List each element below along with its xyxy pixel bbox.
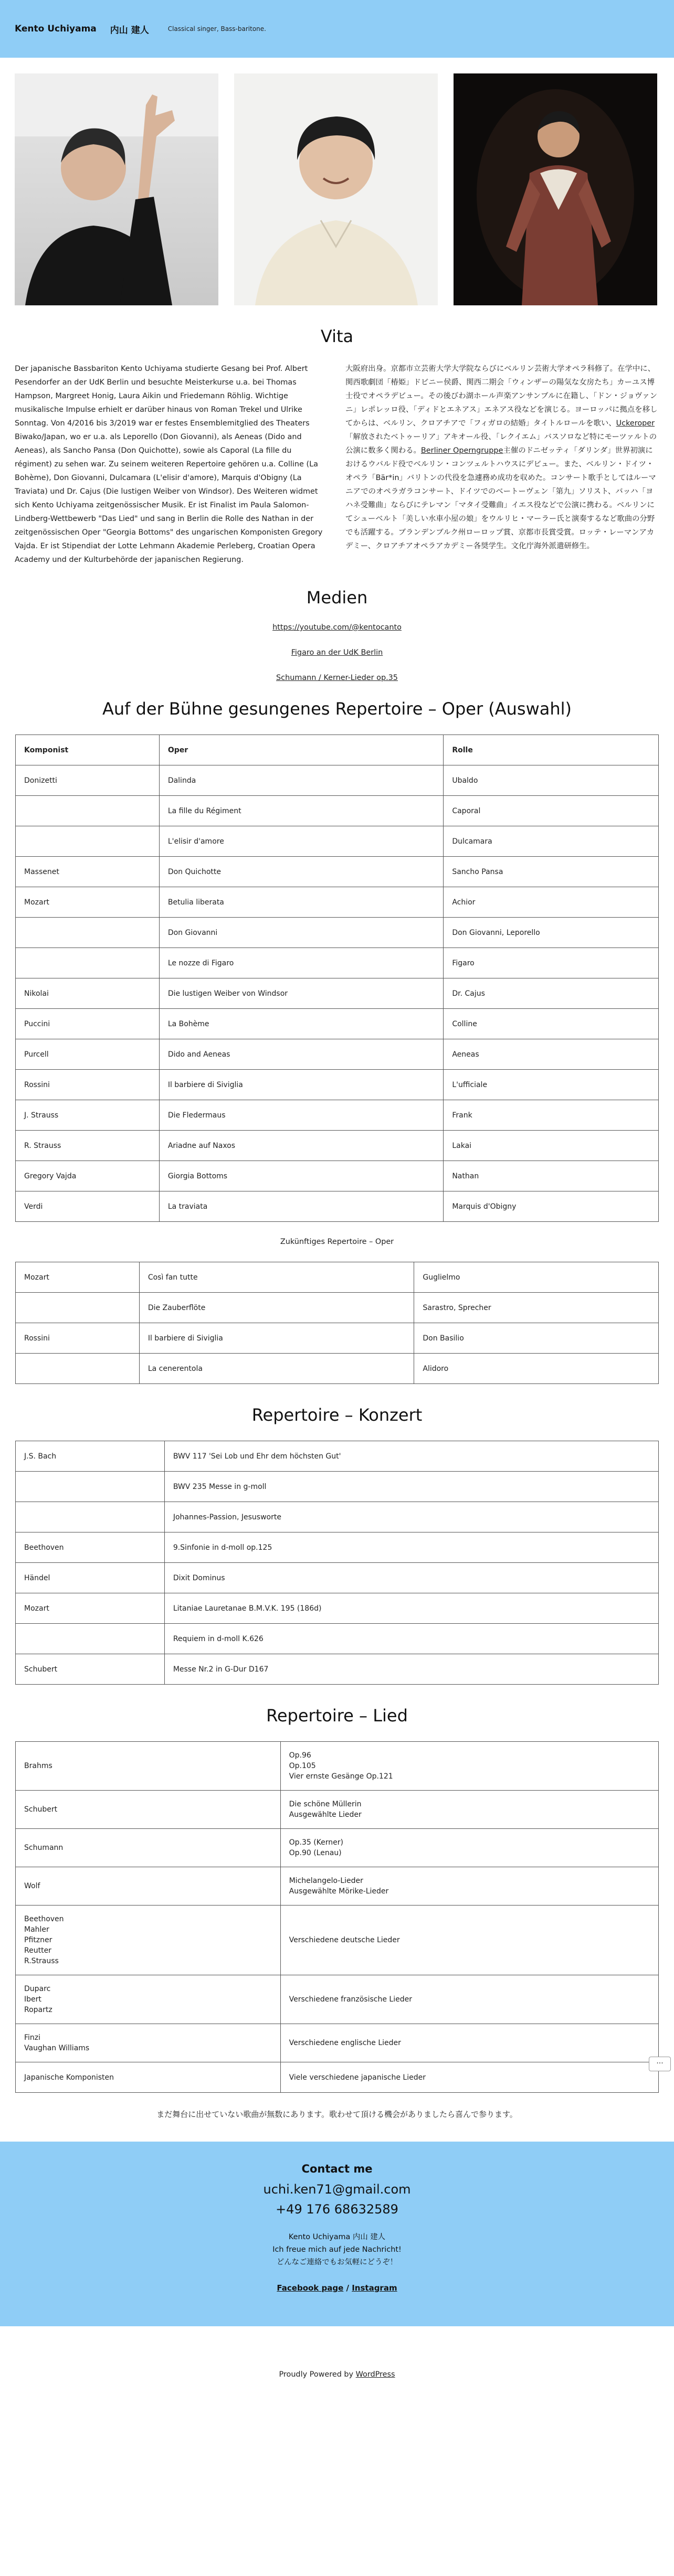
table-row	[16, 1563, 659, 1593]
concert-heading: Repertoire – Konzert	[251, 1405, 423, 1425]
work-title: Verschiedene deutsche Lieder	[289, 1936, 400, 1944]
composer-name: Pfitzner	[24, 1936, 52, 1944]
opera-cell: Don Giovanni	[159, 918, 444, 948]
photo-gallery	[0, 58, 674, 305]
composer-cell	[16, 1791, 281, 1829]
table-row	[16, 1009, 659, 1039]
site-tagline: Classical singer, Bass-baritone.	[167, 25, 266, 33]
opera-table	[15, 735, 659, 1222]
portrait-conducting-icon	[15, 73, 218, 305]
composer-name: Brahms	[24, 1762, 52, 1770]
composer-cell	[16, 1624, 165, 1654]
composer-name: Ibert	[24, 1995, 41, 2004]
facebook-link[interactable]: Facebook page	[277, 2283, 344, 2293]
table-row	[16, 1502, 659, 1532]
vita-section	[0, 362, 674, 567]
table-row	[16, 2062, 659, 2093]
table-row	[16, 1906, 659, 1975]
composer-cell: Händel	[16, 1563, 165, 1593]
work-title: Op.90 (Lenau)	[289, 1849, 342, 1857]
uckeroper-link[interactable]: Uckeroper	[616, 419, 655, 428]
composer-cell: Puccini	[16, 1009, 160, 1039]
table-row	[16, 1039, 659, 1070]
composer-cell	[16, 1354, 140, 1384]
composer-cell	[16, 918, 160, 948]
more-options-button[interactable]: ···	[649, 2057, 671, 2071]
work-cell	[280, 1791, 658, 1829]
composer-name: Wolf	[24, 1882, 40, 1890]
work-title: Op.105	[289, 1762, 316, 1770]
composer-cell	[16, 1472, 165, 1502]
opera-heading: Auf der Bühne gesungenes Repertoire – Oper (Auswahl)	[102, 699, 572, 719]
contact-section	[0, 2142, 674, 2326]
work-cell	[280, 1906, 658, 1975]
work-title: Op.96	[289, 1751, 311, 1760]
work-cell: Litaniae Lauretanae B.M.V.K. 195 (186d)	[164, 1593, 658, 1624]
composer-name: Vaughan Williams	[24, 2044, 90, 2052]
work-cell: Dixit Dominus	[164, 1563, 658, 1593]
role-header: Rolle	[444, 735, 659, 765]
table-row	[16, 1791, 659, 1829]
vita-heading: Vita	[320, 326, 354, 346]
footer-text: Proudly Powered by	[279, 2370, 356, 2379]
table-row	[16, 1100, 659, 1131]
composer-cell	[16, 796, 160, 826]
role-cell: L'ufficiale	[444, 1070, 659, 1100]
table-row	[16, 918, 659, 948]
vita-german-text: Der japanische Bassbariton Kento Uchiyama studierte Gesang bei Prof. Albert Pesendorfer an der UdK Berlin und besuchte Meisterkurse u.a. bei Thomas Hampson, Margreet Honig, Laura Aikin und Friedemann Röhlig. Wichtige musikalische Impulse erhielt er darüber hinaus von Roman Trekel und Ulrike Sonntag. Von 4/2016 bis 3/2019 war er festes Ensemblemitglied des Theaters Biwako/Japan, wo er u.a. als Leporello (Don Giovanni), als Aeneas (Dido and Aeneas), als Sancho Pansa (Don Quichotte), sowie als Caporal (La fille du régiment) zu sehen war. Zu seinem weiteren Repertoire gehören u.a. Colline (La Bohème), Don Giovanni, Dulcamara (L'elisir d'amore), Marquis d'Obigny (La Traviata) und Dr. Cajus (Die lustigen Weiber von Windsor). Des Weiteren widmet sich Kento Uchiyama zeitgenössischer Musik. Er ist Finalist im Paula Salomon-Lindberg-Wettbewerb "Das Lied" und sang in Berlin die Rolle des Nathan in der zeitgenössischen Oper "Georgia Bottoms" des ungarischen Komponisten Gregory Vajda. Er ist Stipendiat der Lotte Lehmann Akademie Perleberg, Croatian Opera Academy und der Kulturbehörde der japanischen Regierung.	[15, 365, 323, 564]
berliner-operngruppe-link[interactable]: Berliner Operngruppe	[420, 446, 503, 455]
media-heading: Medien	[306, 588, 368, 608]
role-cell: Lakai	[444, 1131, 659, 1161]
composer-cell: Massenet	[16, 857, 160, 887]
opera-cell: Le nozze di Figaro	[159, 948, 444, 978]
composer-cell: Verdi	[16, 1191, 160, 1222]
table-row	[16, 1070, 659, 1100]
composer-cell: J.S. Bach	[16, 1441, 165, 1472]
opera-cell: L'elisir d'amore	[159, 826, 444, 857]
work-cell	[280, 1829, 658, 1867]
vita-jp-part1: 大阪府出身。京都市立芸術大学大学院ならびにベルリン芸術大学オペラ科修了。在学中に、関西歌劇団「椿姫」ドビニー侯爵、関西二期会「ウィンザーの陽気な女房たち」カーユス博士役でオペラデビュー。その後びわ湖ホール声楽アンサンブルに在籍し、「ドン・ジョヴァンニ」レポレッロ役、「ディドとエネアス」エネアス役などを演じる。ヨーロッパに拠点を移してからは、ベルリン、クロアチアで「フィガロの結婚」タイトルロールを歌い、	[345, 365, 658, 428]
concert-table	[15, 1441, 659, 1685]
table-row	[16, 1624, 659, 1654]
composer-name: Beethoven	[24, 1915, 64, 1923]
lied-note: まだ舞台に出せていない歌曲が無数にあります。歌わせて頂ける機会がありましたら喜んで参ります。	[156, 2110, 518, 2119]
work-cell: BWV 235 Messe in g-moll	[164, 1472, 658, 1502]
table-row	[16, 1131, 659, 1161]
work-title: Vier ernste Gesänge Op.121	[289, 1772, 393, 1781]
role-cell: Nathan	[444, 1161, 659, 1191]
future-caption: Zukünftiges Repertoire – Oper	[280, 1238, 394, 1246]
work-cell: Requiem in d-moll K.626	[164, 1624, 658, 1654]
composer-cell: Mozart	[16, 1593, 165, 1624]
work-title: Michelangelo-Lieder	[289, 1877, 363, 1885]
wordpress-link[interactable]: WordPress	[355, 2370, 395, 2379]
table-row	[16, 978, 659, 1009]
table-row	[16, 1532, 659, 1563]
contact-message-de: Ich freue mich auf jede Nachricht!	[272, 2245, 402, 2254]
schumann-link[interactable]: Schumann / Kerner-Lieder op.35	[276, 674, 398, 682]
role-cell: Don Basilio	[414, 1323, 659, 1354]
composer-cell: Beethoven	[16, 1532, 165, 1563]
opera-cell: Die Zauberflöte	[139, 1293, 414, 1323]
work-title: Verschiedene englische Lieder	[289, 2039, 401, 2047]
table-row	[16, 948, 659, 978]
composer-cell: J. Strauss	[16, 1100, 160, 1131]
portrait-smiling-icon	[234, 73, 438, 305]
role-cell: Dulcamara	[444, 826, 659, 857]
contact-name: Kento Uchiyama 内山 建人	[288, 2233, 386, 2241]
composer-cell	[16, 1867, 281, 1906]
role-cell: Colline	[444, 1009, 659, 1039]
composer-name: Finzi	[24, 2034, 41, 2042]
composer-cell	[16, 2062, 281, 2093]
vita-japanese-text	[345, 362, 658, 567]
role-cell: Dr. Cajus	[444, 978, 659, 1009]
contact-message-jp: どんなご連絡でもお気軽にどうぞ！	[276, 2258, 398, 2266]
table-row	[16, 2024, 659, 2062]
composer-cell: Mozart	[16, 887, 160, 918]
table-row	[16, 1829, 659, 1867]
opera-cell: La traviata	[159, 1191, 444, 1222]
social-links	[0, 2283, 674, 2293]
work-title: Ausgewählte Mörike-Lieder	[289, 1887, 389, 1896]
composer-cell	[16, 1975, 281, 2024]
role-cell: Aeneas	[444, 1039, 659, 1070]
composer-cell	[16, 1502, 165, 1532]
composer-cell	[16, 1742, 281, 1791]
table-row	[16, 1867, 659, 1906]
opera-cell: Betulia liberata	[159, 887, 444, 918]
table-row	[16, 1191, 659, 1222]
table-row	[16, 1975, 659, 2024]
composer-name: Ropartz	[24, 2006, 52, 2014]
table-header-row	[16, 735, 659, 765]
composer-name: Reutter	[24, 1946, 51, 1955]
vita-jp-part2: 「解放されたベトゥーリア」アキオール役、「レクイエム」バスソロなど特にモーツァルトの公演に数多く関わる。	[345, 433, 657, 455]
opera-cell: Don Quichotte	[159, 857, 444, 887]
composer-cell	[16, 1906, 281, 1975]
vita-jp-part3: 主催のドニゼッティ「ダリンダ」世界初演におけるウバルド役でベルリン・コンツェルトハウスにデビュー。また、ベルリン・ドイツ・オペラ「Bär*in」バリトンの代役を急遽務め成功を収めた。コンサート歌手としてはルーマニアでのオペラガラコンサート、ドイツでのベートーヴェン「第九」ソリスト、バッハ「ヨハネ受難曲」ならびにテレマン「マタイ受難曲」イエス役などで公演に携わる。ベルリンにてシューベルト「美しい水車小屋の娘」をウルリヒ・マーラー氏と演奏するなど歌曲の分野でも活躍する。ブランデンブルク州ローロップ賞、京都市長賞受賞。ロッテ・レーマンアカデミー、クロアチアオペラアカデミー各奨学生。文化庁海外派遣研修生。	[345, 446, 656, 550]
composer-cell: Purcell	[16, 1039, 160, 1070]
table-row	[16, 1593, 659, 1624]
table-row	[16, 1441, 659, 1472]
work-cell	[280, 1975, 658, 2024]
composer-name: Schumann	[24, 1844, 64, 1852]
opera-cell: Die Fledermaus	[159, 1100, 444, 1131]
work-title: Verschiedene französische Lieder	[289, 1995, 412, 2004]
table-row	[16, 1354, 659, 1384]
table-row	[16, 1323, 659, 1354]
work-title: Op.35 (Kerner)	[289, 1838, 343, 1847]
composer-cell: R. Strauss	[16, 1131, 160, 1161]
role-cell: Sarastro, Sprecher	[414, 1293, 659, 1323]
composer-cell	[16, 948, 160, 978]
opera-header: Oper	[159, 735, 444, 765]
role-cell: Figaro	[444, 948, 659, 978]
table-row	[16, 1262, 659, 1293]
composer-name: Duparc	[24, 1985, 51, 1993]
opera-cell: Il barbiere di Siviglia	[139, 1323, 414, 1354]
role-cell: Achior	[444, 887, 659, 918]
composer-cell: Rossini	[16, 1323, 140, 1354]
role-cell: Frank	[444, 1100, 659, 1131]
social-separator: /	[343, 2283, 352, 2293]
composer-cell: Gregory Vajda	[16, 1161, 160, 1191]
table-row	[16, 1472, 659, 1502]
figaro-link[interactable]: Figaro an der UdK Berlin	[291, 648, 383, 657]
opera-cell: Ariadne auf Naxos	[159, 1131, 444, 1161]
opera-cell: Dido and Aeneas	[159, 1039, 444, 1070]
table-row	[16, 887, 659, 918]
composer-cell: Schubert	[16, 1654, 165, 1685]
composer-name: Mahler	[24, 1925, 49, 1934]
role-cell: Caporal	[444, 796, 659, 826]
site-title-jp[interactable]: 内山 建人	[110, 25, 149, 36]
role-cell: Alidoro	[414, 1354, 659, 1384]
role-cell: Ubaldo	[444, 765, 659, 796]
work-cell: BWV 117 'Sei Lob und Ehr dem höchsten Gut'	[164, 1441, 658, 1472]
contact-phone[interactable]: +49 176 68632589	[276, 2202, 398, 2217]
composer-cell	[16, 2024, 281, 2062]
site-title[interactable]: Kento Uchiyama	[15, 24, 97, 34]
work-cell	[280, 1867, 658, 1906]
site-footer	[0, 2326, 674, 2379]
lied-heading: Repertoire – Lied	[266, 1706, 408, 1726]
work-cell: Messe Nr.2 in G-Dur D167	[164, 1654, 658, 1685]
work-cell: Johannes-Passion, Jesusworte	[164, 1502, 658, 1532]
opera-cell: Il barbiere di Siviglia	[159, 1070, 444, 1100]
table-row	[16, 1161, 659, 1191]
work-title: Die schöne Müllerin	[289, 1800, 362, 1808]
composer-cell: Mozart	[16, 1262, 140, 1293]
composer-cell: Nikolai	[16, 978, 160, 1009]
media-links	[0, 623, 674, 682]
stage-costume-icon	[454, 73, 657, 305]
youtube-link[interactable]: https://youtube.com/@kentocanto	[272, 623, 402, 632]
composer-cell	[16, 826, 160, 857]
opera-cell: Dalinda	[159, 765, 444, 796]
work-cell: 9.Sinfonie in d-moll op.125	[164, 1532, 658, 1563]
table-row	[16, 857, 659, 887]
composer-cell: Donizetti	[16, 765, 160, 796]
contact-title: Contact me	[301, 2163, 373, 2175]
opera-cell: La cenerentola	[139, 1354, 414, 1384]
opera-cell: La fille du Régiment	[159, 796, 444, 826]
composer-cell: Rossini	[16, 1070, 160, 1100]
table-row	[16, 1293, 659, 1323]
composer-cell	[16, 1829, 281, 1867]
composer-cell	[16, 1293, 140, 1323]
table-row	[16, 1654, 659, 1685]
work-cell	[280, 2024, 658, 2062]
instagram-link[interactable]: Instagram	[352, 2283, 397, 2293]
opera-cell: La Bohème	[159, 1009, 444, 1039]
composer-header: Komponist	[16, 735, 160, 765]
table-row	[16, 1742, 659, 1791]
future-opera-table	[15, 1262, 659, 1384]
role-cell: Sancho Pansa	[444, 857, 659, 887]
contact-email[interactable]: uchi.ken71@gmail.com	[263, 2182, 411, 2197]
composer-name: Schubert	[24, 1805, 58, 1814]
role-cell: Marquis d'Obigny	[444, 1191, 659, 1222]
work-title: Ausgewählte Lieder	[289, 1811, 362, 1819]
composer-name: R.Strauss	[24, 1957, 59, 1965]
composer-name: Japanische Komponisten	[24, 2073, 114, 2082]
work-cell	[280, 2062, 658, 2093]
opera-cell: Die lustigen Weiber von Windsor	[159, 978, 444, 1009]
role-cell: Don Giovanni, Leporello	[444, 918, 659, 948]
site-header	[0, 0, 674, 58]
table-row	[16, 826, 659, 857]
opera-cell: Così fan tutte	[139, 1262, 414, 1293]
role-cell: Guglielmo	[414, 1262, 659, 1293]
opera-cell: Giorgia Bottoms	[159, 1161, 444, 1191]
work-title: Viele verschiedene japanische Lieder	[289, 2073, 426, 2082]
table-row	[16, 765, 659, 796]
work-cell	[280, 1742, 658, 1791]
lied-table	[15, 1741, 659, 2093]
table-row	[16, 796, 659, 826]
